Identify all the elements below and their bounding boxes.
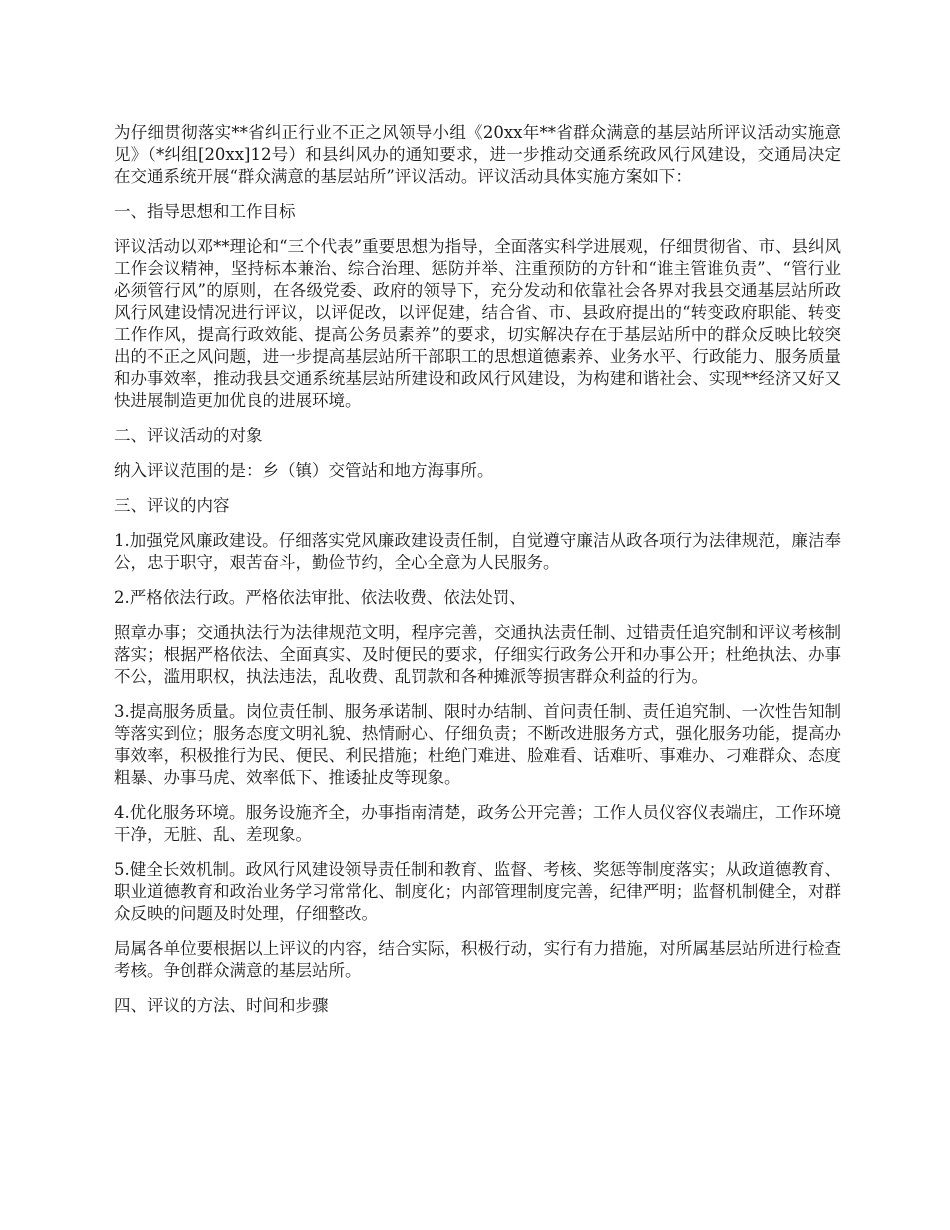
section-heading-3: 三、评议的内容 [114, 496, 230, 515]
section-heading-4: 四、评议的方法、时间和步骤 [114, 996, 329, 1015]
evaluation-scope-paragraph: 纳入评议范围的是：乡（镇）交管站和地方海事所。 [114, 461, 494, 480]
guiding-ideology-paragraph: 评议活动以邓**理论和“三个代表”重要思想为指导，全面落实科学进展观，仔细贯彻省、市、县纠风工作会议精神，坚持标本兼治、综合治理、惩防并举、注重预防的方针和“谁主管谁负责”、“管行业必须管行风”的原则，在各级党委、政府的领导下，充分发动和依靠社会各界对我县交通基层站所政风行风建设情况进行评议，以评促改，以评促建，结合省、市、县政府提出的“转变政府职能、转变工作作风，提高行政效能、提高公务员素养”的要求，切实解决存在于基层站所中的群众反映比较突出的不正之风问题，进一步提高基层站所干部职工的思想道德素养、业务水平、行政能力、服务质量和办事效率，推动我县交通系统基层站所建设和政风行风建设，为构建和谐社会、实现**经济又好又快进展制造更加优良的进展环境。 [114, 237, 841, 410]
content-item-2-continued: 照章办事；交通执法行为法律规范文明，程序完善，交通执法责任制、过错责任追究制和评议考核制落实；根据严格依法、全面真实、及时便民的要求，仔细实行政务公开和办事公开；杜绝执法、办事不公，滥用职权，执法违法，乱收费、乱罚款和各种摊派等损害群众利益的行为。 [114, 623, 841, 686]
section-heading-2: 二、评议活动的对象 [114, 426, 263, 445]
content-item-1: 1.加强党风廉政建设。仔细落实党风廉政建设责任制，自觉遵守廉洁从政各项行为法律规范，廉洁奉公，忠于职守，艰苦奋斗，勤俭节约，全心全意为人民服务。 [114, 531, 841, 572]
unit-requirement-paragraph: 局属各单位要根据以上评议的内容，结合实际，积极行动，实行有力措施，对所属基层站所进行检查考核。争创群众满意的基层站所。 [114, 939, 841, 980]
content-item-5: 5.健全长效机制。政风行风建设领导责任制和教育、监督、考核、奖惩等制度落实；从政道德教育、职业道德教育和政治业务学习常常化、制度化；内部管理制度完善，纪律严明；监督机制健全，对群众反映的问题及时处理，仔细整改。 [114, 860, 841, 923]
content-item-4: 4.优化服务环境。服务设施齐全，办事指南清楚，政务公开完善；工作人员仪容仪表端庄，工作环境干净，无脏、乱、差现象。 [114, 803, 841, 844]
intro-paragraph: 为仔细贯彻落实**省纠正行业不正之风领导小组《20xx年**省群众满意的基层站所评议活动实施意见》（*纠组[20xx]12号）和县纠风办的通知要求，进一步推动交通系统政风行风建设，交通局决定在交通系统开展“群众满意的基层站所”评议活动。评议活动具体实施方案如下： [114, 123, 841, 186]
content-item-3: 3.提高服务质量。岗位责任制、服务承诺制、限时办结制、首问责任制、责任追究制、一次性告知制等落实到位；服务态度文明礼貌、热情耐心、仔细负责；不断改进服务方式，强化服务功能，提高办事效率，积极推行为民、便民、利民措施；杜绝门难进、脸难看、话难听、事难办、刁难群众、态度粗暴、办事马虎、效率低下、推诿扯皮等现象。 [114, 702, 841, 787]
section-heading-1: 一、指导思想和工作目标 [114, 202, 296, 221]
document-body [114, 122, 841, 1030]
content-item-2: 2.严格依法行政。严格依法审批、依法收费、依法处罚、 [114, 588, 526, 607]
